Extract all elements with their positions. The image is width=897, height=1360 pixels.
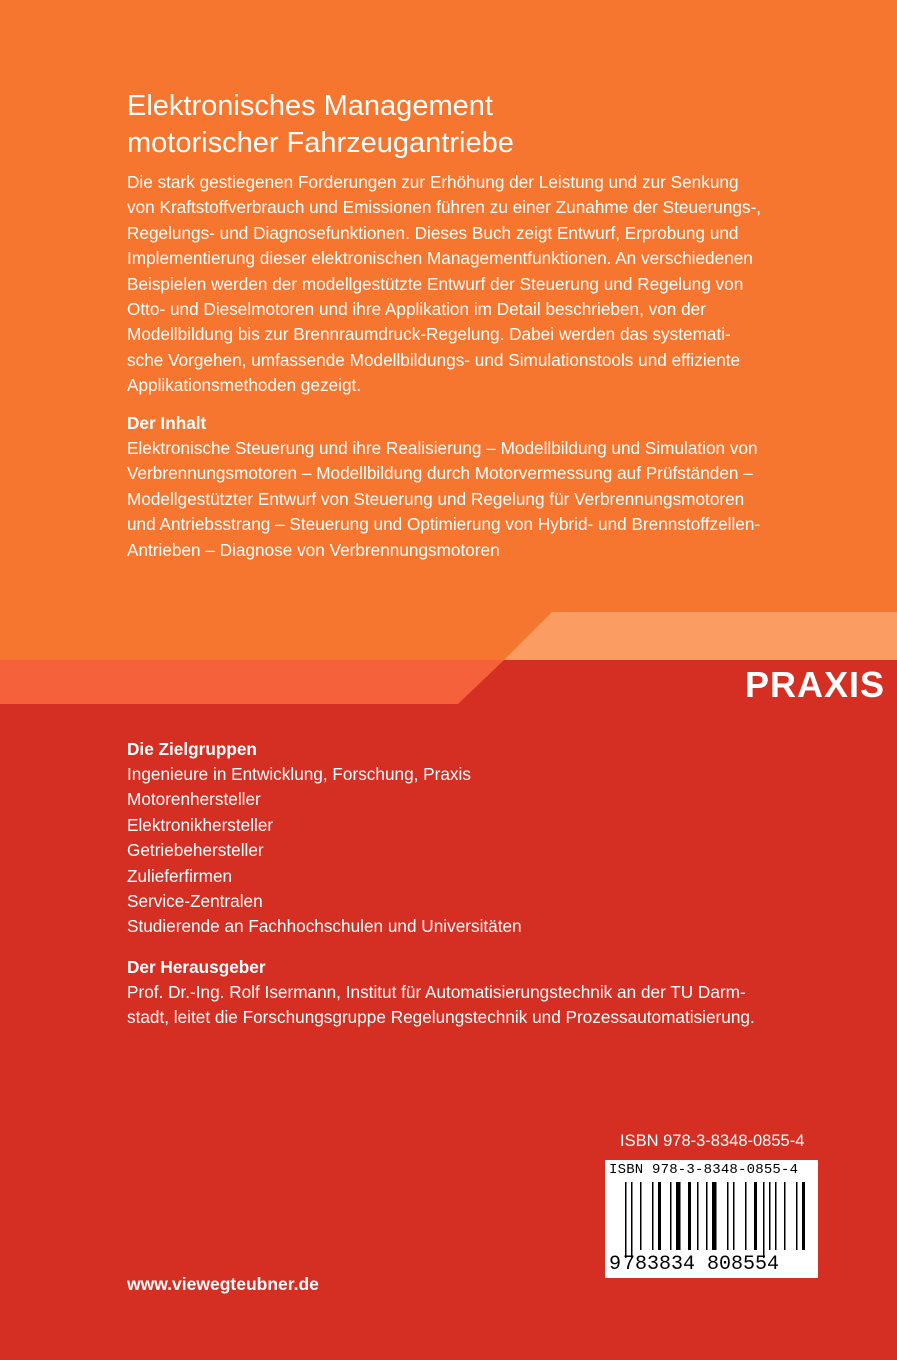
barcode-bar: [784, 1182, 786, 1250]
barcode-rest-digits: 783834 808554: [623, 1253, 780, 1276]
barcode-bar: [706, 1182, 708, 1250]
inhalt-line: Antrieben – Diagnose von Verbrennungsmotoren: [127, 539, 500, 560]
description-line: Otto- und Dieselmotoren und ihre Applikation im Detail beschrieben, von der: [127, 299, 706, 320]
book-title: [127, 88, 827, 162]
barcode-bar: [754, 1182, 757, 1250]
description-line: Regelungs- und Diagnosefunktionen. Dieses Buch zeigt Entwurf, Erprobung und: [127, 222, 739, 243]
herausgeber-paragraph: [127, 980, 807, 1031]
barcode-bar: [640, 1182, 642, 1250]
barcode-bar: [658, 1182, 661, 1250]
list-item: Motorenhersteller: [127, 789, 261, 810]
barcode-bar: [775, 1182, 777, 1250]
inhalt-line: Modellgestützter Entwurf von Steuerung und Regelung für Verbrennungsmotoren: [127, 488, 745, 509]
inhalt-line: Elektronische Steuerung und ihre Realisierung – Modellbildung und Simulation von: [127, 438, 758, 458]
list-item: Service-Zentralen: [127, 891, 263, 912]
barcode-bar: [631, 1182, 633, 1258]
isbn-label: ISBN 978-3-8348-0855-4: [620, 1132, 805, 1150]
light-stripe: [504, 612, 897, 660]
description-line: Beispielen werden der modellgestützte Entwurf der Steuerung und Regelung von: [127, 273, 744, 294]
description-paragraph: [127, 170, 807, 399]
zielgruppen-heading: Die Zielgruppen: [127, 739, 257, 759]
description-line: Implementierung dieser elektronischen Managementfunktionen. An verschiedenen: [127, 248, 753, 269]
barcode-bar: [763, 1182, 765, 1258]
herausgeber-line: Prof. Dr.-Ing. Rolf Isermann, Institut für Automatisierungstechnik an der TU Darm-: [127, 982, 746, 1002]
herausgeber-heading: Der Herausgeber: [127, 957, 266, 977]
barcode-bar: [796, 1182, 798, 1250]
inhalt-line: und Antriebsstrang – Steuerung und Optimierung von Hybrid- und Brennstoffzellen-: [127, 514, 761, 535]
barcode-bar: [733, 1182, 735, 1250]
barcode-bar: [625, 1182, 627, 1258]
barcode-lead-digit: 9: [609, 1253, 622, 1276]
barcode-digits: [609, 1253, 779, 1277]
left-stripe: [0, 660, 504, 704]
barcode-bar: [652, 1182, 654, 1250]
title-line-1: Elektronisches Management: [127, 90, 493, 122]
barcode-bar: [688, 1182, 691, 1250]
list-item: Elektronikhersteller: [127, 814, 274, 835]
barcode-bar: [712, 1182, 717, 1250]
description-line: Applikationsmethoden gezeigt.: [127, 375, 362, 396]
barcode-isbn-text: ISBN 978-3-8348-0855-4: [609, 1162, 799, 1178]
description-line: sche Vorgehen, umfassende Modellbildungs- und Simulationstools und effiziente: [127, 349, 741, 370]
list-item: Ingenieure in Entwicklung, Forschung, Praxis: [127, 764, 471, 784]
inhalt-heading: Der Inhalt: [127, 413, 207, 433]
inhalt-line: Verbrennungsmotoren – Modellbildung durch Motorvermessung auf Prüfständen –: [127, 463, 753, 484]
barcode-bar: [670, 1182, 672, 1250]
description-line: Die stark gestiegenen Forderungen zur Erhöhung der Leistung und zur Senkung: [127, 172, 739, 192]
list-item: Getriebehersteller: [127, 840, 264, 861]
barcode-bar: [676, 1182, 681, 1250]
barcode-bar: [769, 1182, 771, 1250]
barcode-bar: [802, 1182, 805, 1250]
barcode-bar: [697, 1182, 699, 1250]
isbn-barcode: [605, 1160, 818, 1278]
publisher-website: www.viewegteubner.de: [127, 1274, 319, 1294]
description-line: von Kraftstoffverbrauch und Emissionen führen zu einer Zunahme der Steuerungs-,: [127, 197, 762, 218]
barcode-bar: [727, 1182, 729, 1250]
zielgruppen-list: [127, 762, 522, 940]
list-item: Zulieferfirmen: [127, 865, 233, 886]
series-label-praxis: PRAXIS: [745, 664, 886, 705]
barcode-bars: [623, 1182, 813, 1258]
description-line: Modellbildung bis zur Brennraumdruck-Regelung. Dabei werden das systemati-: [127, 324, 731, 345]
herausgeber-line: stadt, leitet die Forschungsgruppe Regelungstechnik und Prozessautomatisierung.: [127, 1007, 755, 1028]
title-line-2: motorischer Fahrzeugantriebe: [127, 127, 514, 159]
inhalt-paragraph: [127, 436, 807, 563]
list-item: Studierende an Fachhochschulen und Universitäten: [127, 916, 522, 937]
barcode-bar: [745, 1182, 747, 1250]
